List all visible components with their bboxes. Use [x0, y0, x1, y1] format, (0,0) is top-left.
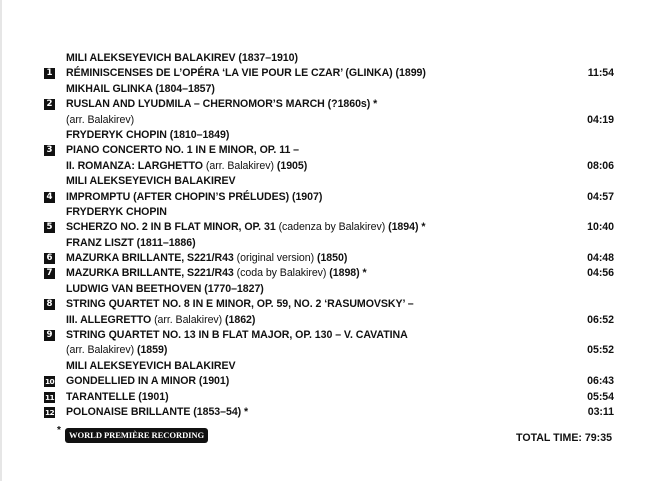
arrangement-note: (arr. Balakirev) — [66, 113, 135, 126]
track-title — [66, 405, 248, 420]
track-title — [66, 143, 299, 158]
track-row — [44, 251, 624, 266]
track-duration: 08:06 — [587, 159, 614, 172]
track-duration: 04:48 — [587, 252, 614, 265]
track-duration: 04:56 — [587, 267, 614, 280]
track-row — [44, 66, 624, 81]
track-continuation — [44, 113, 624, 128]
track-title-text: TARANTELLE (1901) — [66, 390, 169, 403]
track-number-badge: 4 — [44, 192, 55, 203]
arrangement-note: (original version) — [236, 252, 315, 265]
composer-name: MILI ALEKSEYEVICH BALAKIREV — [66, 175, 236, 188]
arrangement-note: (arr. Balakirev) — [66, 344, 135, 357]
track-year: (1894) * — [385, 221, 426, 234]
track-year: (1898) * — [326, 267, 367, 280]
footnote-asterisk: * — [57, 425, 61, 436]
track-row — [44, 297, 624, 312]
track-title-text: IMPROMPTU (AFTER CHOPIN’S PRÉLUDES) (1907) — [66, 190, 323, 203]
track-duration: 03:11 — [587, 405, 614, 418]
track-row — [44, 328, 624, 343]
track-row — [44, 374, 624, 389]
track-number-badge: 5 — [44, 222, 55, 233]
track-title — [66, 251, 347, 266]
track-row — [44, 390, 624, 405]
track-title — [66, 113, 134, 128]
composer-heading — [44, 359, 624, 374]
track-row — [44, 97, 624, 112]
track-number-badge: 3 — [44, 145, 55, 156]
total-time: TOTAL TIME: 79:35 — [516, 432, 612, 444]
track-row — [44, 266, 624, 281]
track-number-badge: 2 — [44, 99, 55, 110]
composer-heading — [44, 282, 624, 297]
track-row — [44, 220, 624, 235]
track-duration: 05:54 — [587, 390, 614, 403]
track-number-badge: 12 — [44, 407, 55, 417]
track-title — [66, 297, 414, 312]
track-year: (1850) — [314, 252, 348, 265]
track-number-badge: 7 — [44, 268, 55, 279]
track-title — [66, 159, 307, 174]
track-duration: 04:57 — [587, 190, 614, 203]
track-row — [44, 143, 624, 158]
track-title-text: MAZURKA BRILLANTE, S221/R43 — [66, 267, 237, 280]
arrangement-note: (arr. Balakirev) — [154, 313, 223, 326]
track-duration: 05:52 — [587, 344, 614, 357]
track-row — [44, 405, 624, 420]
track-number-badge: 10 — [44, 377, 55, 387]
track-title — [66, 390, 169, 405]
composer-name: MIKHAIL GLINKA (1804–1857) — [66, 82, 215, 95]
composer-heading — [44, 51, 624, 66]
arrangement-note: (arr. Balakirev) — [205, 159, 274, 172]
tracklist — [44, 51, 624, 420]
track-duration: 06:43 — [587, 375, 614, 388]
composer-heading — [44, 205, 624, 220]
track-title — [66, 266, 367, 281]
track-number-badge: 6 — [44, 253, 55, 264]
track-number-badge: 11 — [44, 392, 55, 402]
composer-heading — [44, 174, 624, 189]
track-continuation — [44, 313, 624, 328]
track-number-badge: 9 — [44, 330, 55, 341]
track-year: (1859) — [134, 344, 168, 357]
track-title — [66, 328, 408, 343]
track-title — [66, 190, 322, 205]
track-duration: 10:40 — [587, 221, 614, 234]
arrangement-note: (cadenza by Balakirev) — [278, 221, 386, 234]
track-title-text: MAZURKA BRILLANTE, S221/R43 — [66, 252, 237, 265]
track-title — [66, 220, 425, 235]
arrangement-note: (coda by Balakirev) — [236, 267, 327, 280]
track-title-text: SCHERZO NO. 2 IN B FLAT MINOR, OP. 31 — [66, 221, 279, 234]
composer-name: LUDWIG VAN BEETHOVEN (1770–1827) — [66, 282, 264, 295]
track-title — [66, 97, 377, 112]
track-title-text: RÉMINISCENSES DE L’OPÉRA ‘LA VIE POUR LE CZAR’ (GLINKA) (1899) — [66, 67, 426, 80]
left-edge-rule — [0, 0, 2, 481]
track-year: (1905) — [273, 159, 308, 172]
track-duration: 06:52 — [587, 313, 614, 326]
composer-name: MILI ALEKSEYEVICH BALAKIREV — [66, 359, 236, 372]
track-title-text: II. ROMANZA: LARGHETTO — [66, 159, 206, 172]
track-title-text: RUSLAN AND LYUDMILA – CHERNOMOR’S MARCH (?1860s) * — [66, 98, 378, 111]
track-title-text: PIANO CONCERTO NO. 1 IN E MINOR, OP. 11 – — [66, 144, 300, 157]
track-title-text: POLONAISE BRILLANTE (1853–54) * — [66, 405, 249, 418]
composer-heading — [44, 128, 624, 143]
track-title — [66, 313, 255, 328]
composer-name: FRYDERYK CHOPIN — [66, 205, 167, 218]
composer-heading — [44, 82, 624, 97]
track-title — [66, 374, 229, 389]
world-premiere-badge: WORLD PREMIÈRE RECORDING — [65, 428, 208, 443]
track-continuation — [44, 159, 624, 174]
track-continuation — [44, 343, 624, 358]
composer-name: FRYDERYK CHOPIN (1810–1849) — [66, 128, 230, 141]
track-title-text: GONDELLIED IN A MINOR (1901) — [66, 375, 230, 388]
track-title-text: STRING QUARTET NO. 8 IN E MINOR, OP. 59, NO. 2 ‘RASUMOVSKY’ – — [66, 298, 414, 311]
track-title — [66, 343, 167, 358]
track-title-text: STRING QUARTET NO. 13 IN B FLAT MAJOR, OP. 130 – V. CAVATINA — [66, 329, 408, 342]
track-year: (1862) — [222, 313, 256, 326]
composer-name: MILI ALEKSEYEVICH BALAKIREV (1837–1910) — [66, 52, 298, 64]
track-duration: 04:19 — [587, 113, 614, 126]
composer-name: FRANZ LISZT (1811–1886) — [66, 236, 196, 249]
track-title-text: III. ALLEGRETTO — [66, 313, 155, 326]
composer-heading — [44, 236, 624, 251]
track-duration: 11:54 — [587, 67, 614, 80]
track-row — [44, 190, 624, 205]
track-title — [66, 66, 426, 81]
track-number-badge: 8 — [44, 299, 55, 310]
track-number-badge: 1 — [44, 68, 55, 79]
